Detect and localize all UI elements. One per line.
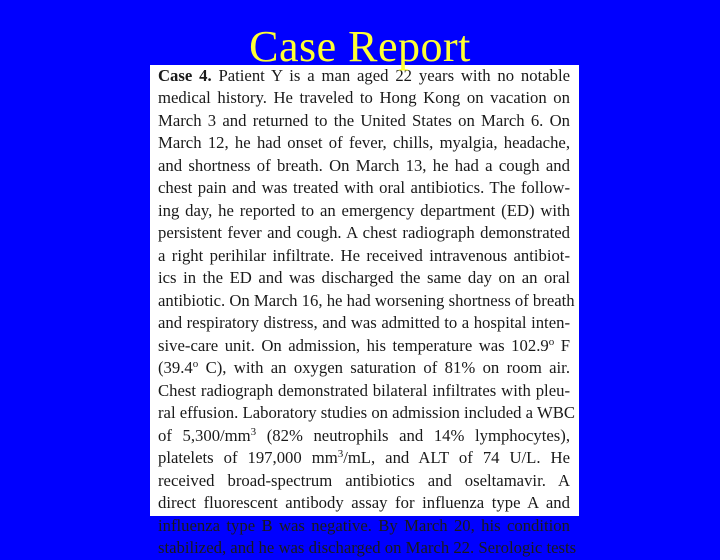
- text-line-13-tail: F: [554, 335, 571, 355]
- text-line-17-body: of 5,300/mm: [158, 425, 251, 445]
- text-line-18: [158, 447, 570, 470]
- case-report-document: [150, 65, 579, 557]
- text-line-14: [158, 357, 570, 380]
- case-heading: Case 4.: [158, 65, 212, 85]
- text-line-3: March 3 and returned to the United States on March 6. On: [158, 110, 570, 130]
- text-line-22: stabilized, and he was discharged on March 22. Serologic tests: [158, 538, 577, 557]
- text-line-16: ral effusion. Laboratory studies on admission included a WBC: [158, 403, 575, 422]
- text-line-5: and shortness of breath. On March 13, he had a cough and: [158, 155, 570, 175]
- text-line-13-body: sive-care unit. On admission, his temperature was 102.9: [158, 335, 549, 355]
- text-line-2: medical history. He traveled to Hong Kong on vacation on: [158, 88, 570, 107]
- text-line-4: March 12, he had onset of fever, chills, myalgia, headache,: [158, 133, 570, 152]
- text-line-17-tail: (82% neutrophils and 14% lymphocytes),: [256, 425, 571, 445]
- text-line-21: influenza type B was negative. By March 20, his condition: [158, 515, 570, 535]
- text-line-18-tail: /mL, and ALT of 74 U/L. He: [343, 448, 571, 467]
- text-line-20: direct fluorescent antibody assay for influenza type A and: [158, 493, 570, 512]
- case-report-text: [158, 65, 577, 560]
- superscript: 3: [337, 448, 344, 460]
- text-line-14-tail: C), with an oxygen saturation of 81% on room air.: [198, 358, 570, 377]
- text-line-19: received broad-spectrum antibiotics and oseltamavir. A: [158, 470, 570, 490]
- text-line-7: ing day, he reported to an emergency department (ED) with: [158, 200, 570, 220]
- degree-symbol: o: [192, 358, 199, 370]
- text-line-15: Chest radiograph demonstrated bilateral infiltrates with pleu-: [158, 380, 570, 400]
- text-line-6: chest pain and was treated with oral antibiotics. The follow-: [158, 178, 570, 197]
- degree-symbol: o: [548, 335, 555, 348]
- text-line-17: [158, 425, 570, 448]
- text-line-1-body: Patient Y is a man aged 22 years with no notable: [211, 65, 571, 85]
- text-line-8: persistent fever and cough. A chest radiograph demonstrated: [158, 223, 570, 242]
- text-line-11: antibiotic. On March 16, he had worsening shortness of breath: [158, 290, 575, 310]
- superscript: 3: [250, 425, 257, 438]
- slide-title: Case Report: [249, 22, 471, 71]
- text-line-13: [158, 335, 570, 358]
- text-line-12: and respiratory distress, and was admitted to a hospital inten-: [158, 313, 570, 332]
- text-line-18-body: platelets of 197,000 mm: [158, 448, 338, 467]
- text-line-14-body: (39.4: [158, 358, 193, 377]
- text-line-10: ics in the ED and was discharged the same day on an oral: [158, 268, 570, 287]
- text-line-9: a right perihilar infiltrate. He received intravenous antibiot-: [158, 245, 570, 265]
